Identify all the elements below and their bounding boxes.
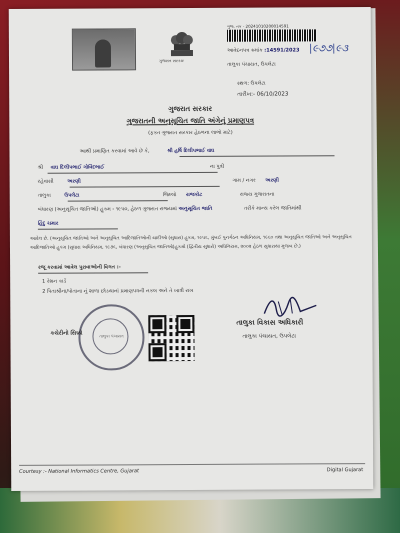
signatory-office: તાલુકા પંચાયત, ઉપલેટા (242, 333, 297, 340)
father-line: શ્રી વાઘ દિલીપભાઈ ગોવિંદભાઈ ના પુત્રી (37, 163, 225, 171)
document-item-1: 1 રેશન કાર્ડ (42, 278, 67, 285)
document-item-2: 2 પિતાશ્રીના/પોતાના નું શાળા છોડયાનાં પ્રમાણપત્રની નકલ અને તે ખાત્રી રાખ (42, 287, 194, 295)
office-seal-label: કચેરીનો સિક્કો (50, 330, 83, 337)
legal-paragraph: આવેલ છે. (અનુસૂચિત જાતિઓ અને અનુસૂચિત આદિજાતિઓની યાદીઓ (સુધારા) હુકમ, ૧૯૫૬, મુંબઈ પુનર્ગઠન અધિનિયમ, ૧૯૬૦ તથા અનુસૂચિત જાતિઓ અને અનુસૂચિત આદિજાતિઓ હુકમ (સુધારા અધિનિયમ, ૧૯૭૬, બંધારણ (અનુસૂચિત જાતિઓ)હુકમો (દ્વિતીય સુધારો) અધિનિયમ, ૨૦૦૨ હેઠળ સુધારાયા મુજબ છે.) (29, 235, 352, 251)
taluka-line: તાલુકા ઉપલેટા જિલ્લો રાજકોટ રાજ્ય ગુજરાતના (37, 191, 275, 199)
applicant-photo (72, 28, 136, 70)
certificate-title: ગુજરાતની અનુસૂચિત જાતિ અંગેનું પ્રમાણપત્ર (126, 116, 255, 126)
certify-line: આથી પ્રમાણિત કરવામાં આવે છે કે, શ્રી હર્ષિ દિલીપભાઈ વાઘ (79, 147, 215, 155)
footer-divider (19, 463, 365, 466)
issue-date: તારીખ:- 06/10/2023 (237, 91, 289, 98)
barcode (227, 29, 317, 41)
documents-header: રજૂ કરવામાં આવેલ પુરાવાઓની વિગત :- (38, 264, 121, 271)
state-emblem-icon (167, 26, 197, 58)
certificate-subtitle: (ફક્ત ગુજરાત સરકાર હેઠળના લાભો માટે) (148, 129, 233, 137)
barcode-text: ગુજ. તક - 20241010200014591 (226, 23, 289, 29)
issuing-office: તાલુકા પંચાયત, ઉપલેટા (227, 61, 276, 68)
certificate-document (9, 7, 374, 491)
place: સ્થળ: ઉપલેટા (237, 80, 266, 87)
state-heading: ગુજરાત સરકાર (168, 104, 213, 114)
handwritten-number: |૯૭૭|૯૩ (308, 43, 349, 55)
caste-order-line: બંધારણ (અનુસૂચિત જાતિઓ) હુકમ - ૧૯૫૦, હેઠળ ગુજરાત રાજ્યમાં અનુસૂચિત જાતિ તરીકે માન્ય કરેલ જાતિમાંથી (37, 205, 302, 213)
footer-courtesy: Courtesy :- National Informatics Centre, Gujarat (19, 468, 139, 475)
office-stamp: તાલુકા પંચાયત (78, 304, 144, 370)
signatory-title: તાલુકા વિકાસ અધિકારી (236, 318, 304, 327)
application-number: આવેદનપત્ર ક્રમાંક :14591/2023 (226, 47, 300, 54)
signature (260, 295, 320, 319)
emblem-caption: ગુજરાત સરકાર (159, 58, 184, 64)
qr-code (148, 315, 194, 361)
caste-name: હિંદુ ચમાર (37, 220, 59, 227)
residence-line: રહેવાસી અરણી ગામ / નગર અરણી (37, 177, 279, 185)
footer-brand: Digital Gujarat (326, 467, 364, 474)
